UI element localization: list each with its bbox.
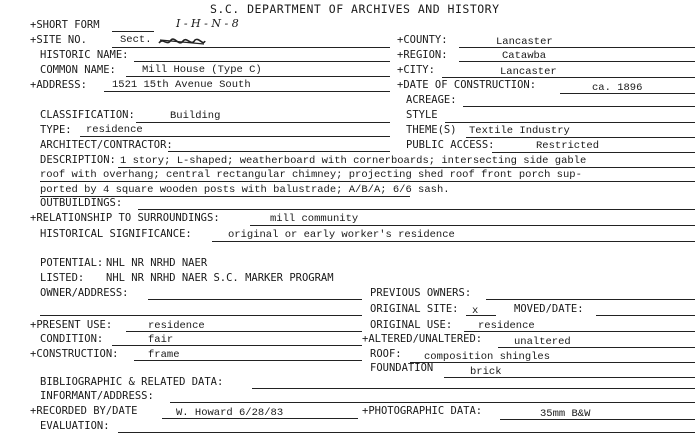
original-use-value: residence: [478, 320, 535, 332]
style-label: STYLE: [406, 109, 438, 121]
style-field[interactable]: [445, 122, 695, 123]
short-form-field[interactable]: [112, 31, 154, 32]
city-value: Lancaster: [500, 66, 557, 78]
owner-label: OWNER/ADDRESS:: [40, 287, 129, 299]
short-form-label: +SHORT FORM: [30, 19, 100, 31]
region-label: +REGION:: [397, 49, 448, 61]
themes-label: THEME(S): [406, 124, 457, 136]
listed-label: LISTED:: [40, 272, 85, 284]
date-of-construction-value: ca. 1896: [592, 82, 643, 94]
owner-address-field-2[interactable]: [40, 315, 362, 316]
roof-label: ROOF:: [370, 348, 402, 360]
informant-label: INFORMANT/ADDRESS:: [40, 390, 154, 402]
outbuildings-field[interactable]: [138, 209, 695, 210]
photographic-data-value: 35mm B&W: [540, 408, 591, 420]
city-label: +CITY:: [397, 64, 435, 76]
architect-label: ARCHITECT/CONTRACTOR:: [40, 139, 173, 151]
owner-field[interactable]: [148, 299, 362, 300]
relationship-value: mill community: [270, 213, 359, 225]
original-use-label: ORIGINAL USE:: [370, 319, 453, 331]
significance-value: original or early worker's residence: [228, 229, 455, 241]
site-no-field[interactable]: [112, 47, 390, 48]
bibliographic-label: BIBLIOGRAPHIC & RELATED DATA:: [40, 376, 224, 388]
region-value: Catawba: [502, 50, 547, 62]
condition-field[interactable]: [112, 345, 362, 346]
roof-value: composition shingles: [424, 351, 551, 363]
relationship-label: +RELATIONSHIP TO SURROUNDINGS:: [30, 212, 220, 224]
date-of-construction-label: +DATE OF CONSTRUCTION:: [397, 79, 537, 91]
previous-owners-field[interactable]: [486, 299, 695, 300]
significance-field[interactable]: [212, 241, 695, 242]
evaluation-field[interactable]: [118, 432, 695, 433]
original-site-field[interactable]: [466, 315, 496, 316]
public-access-value: Restricted: [536, 140, 600, 152]
historic-name-label: HISTORIC NAME:: [40, 49, 129, 61]
description-field-1[interactable]: [118, 167, 695, 168]
recorded-by-field[interactable]: [162, 418, 358, 419]
altered-field[interactable]: [498, 347, 695, 348]
historic-name-field[interactable]: [134, 61, 390, 62]
condition-value: fair: [148, 334, 174, 346]
listed-options: NHL NR NRHD NAER S.C. MARKER PROGRAM: [106, 272, 334, 284]
date-of-construction-field[interactable]: [560, 93, 695, 94]
site-no-value: Sect.: [120, 34, 152, 46]
altered-value: unaltered: [514, 336, 571, 348]
original-site-label: ORIGINAL SITE:: [370, 303, 459, 315]
photographic-data-field[interactable]: [500, 419, 695, 420]
moved-date-field[interactable]: [596, 315, 695, 316]
outbuildings-label: OUTBUILDINGS:: [40, 197, 123, 209]
original-use-field[interactable]: [464, 331, 695, 332]
city-field[interactable]: [442, 77, 695, 78]
construction-label: +CONSTRUCTION:: [30, 348, 119, 360]
architect-field[interactable]: [168, 151, 390, 152]
county-field[interactable]: [459, 47, 695, 48]
form-title: S.C. DEPARTMENT OF ARCHIVES AND HISTORY: [210, 2, 500, 16]
acreage-label: ACREAGE:: [406, 94, 457, 106]
county-label: +COUNTY:: [397, 34, 448, 46]
evaluation-label: EVALUATION:: [40, 420, 110, 432]
bibliographic-field[interactable]: [252, 388, 695, 389]
description-label: DESCRIPTION:: [40, 154, 116, 166]
present-use-label: +PRESENT USE:: [30, 319, 113, 331]
classification-label: CLASSIFICATION:: [40, 109, 135, 121]
public-access-field[interactable]: [492, 152, 695, 153]
relationship-field[interactable]: [250, 225, 695, 226]
recorded-by-label: +RECORDED BY/DATE: [30, 405, 138, 417]
classification-value: Building: [170, 110, 221, 122]
themes-field[interactable]: [466, 137, 695, 138]
foundation-label: FOUNDATION: [370, 362, 434, 374]
common-name-field[interactable]: [126, 76, 390, 77]
construction-value: frame: [148, 349, 180, 361]
address-value: 1521 15th Avenue South: [112, 79, 251, 91]
moved-date-label: MOVED/DATE:: [514, 303, 584, 315]
original-site-value: x: [472, 305, 479, 317]
common-name-label: COMMON NAME:: [40, 64, 116, 76]
description-line-1: 1 story; L-shaped; weatherboard with cornerboards; intersecting side gable: [120, 155, 587, 167]
type-label: TYPE:: [40, 124, 72, 136]
photographic-data-label: +PHOTOGRAPHIC DATA:: [362, 405, 483, 417]
public-access-label: PUBLIC ACCESS:: [406, 139, 495, 151]
region-field[interactable]: [459, 61, 695, 62]
description-line-3: ported by 4 square wooden posts with balustrade; A/B/A; 6/6 sash.: [40, 184, 450, 196]
foundation-field[interactable]: [444, 377, 695, 378]
construction-field[interactable]: [134, 360, 362, 361]
altered-label: +ALTERED/UNALTERED:: [362, 333, 483, 345]
description-field-2[interactable]: [40, 181, 695, 182]
site-no-label: +SITE NO.: [30, 34, 87, 46]
recorded-by-value: W. Howard 6/28/83: [176, 407, 284, 419]
present-use-field[interactable]: [126, 331, 362, 332]
roof-field[interactable]: [410, 362, 695, 363]
type-field[interactable]: [80, 136, 390, 137]
address-label: +ADDRESS:: [30, 79, 87, 91]
site-no-handwritten: I - H - N - 8: [176, 17, 239, 30]
themes-value: Textile Industry: [469, 125, 570, 137]
classification-field[interactable]: [136, 122, 390, 123]
address-field[interactable]: [104, 91, 390, 92]
description-line-2: roof with overhang; central rectangular chimney; projecting shed roof front porch sup-: [40, 169, 582, 181]
informant-field[interactable]: [170, 402, 695, 403]
potential-label: POTENTIAL:: [40, 257, 104, 269]
foundation-value: brick: [470, 366, 502, 378]
significance-label: HISTORICAL SIGNIFICANCE:: [40, 228, 192, 240]
common-name-value: Mill House (Type C): [142, 64, 262, 76]
potential-options: NHL NR NRHD NAER: [106, 257, 208, 269]
present-use-value: residence: [148, 320, 205, 332]
type-value: residence: [86, 124, 143, 136]
condition-label: CONDITION:: [40, 333, 104, 345]
previous-owners-label: PREVIOUS OWNERS:: [370, 287, 472, 299]
acreage-field[interactable]: [463, 106, 695, 107]
county-value: Lancaster: [496, 36, 553, 48]
